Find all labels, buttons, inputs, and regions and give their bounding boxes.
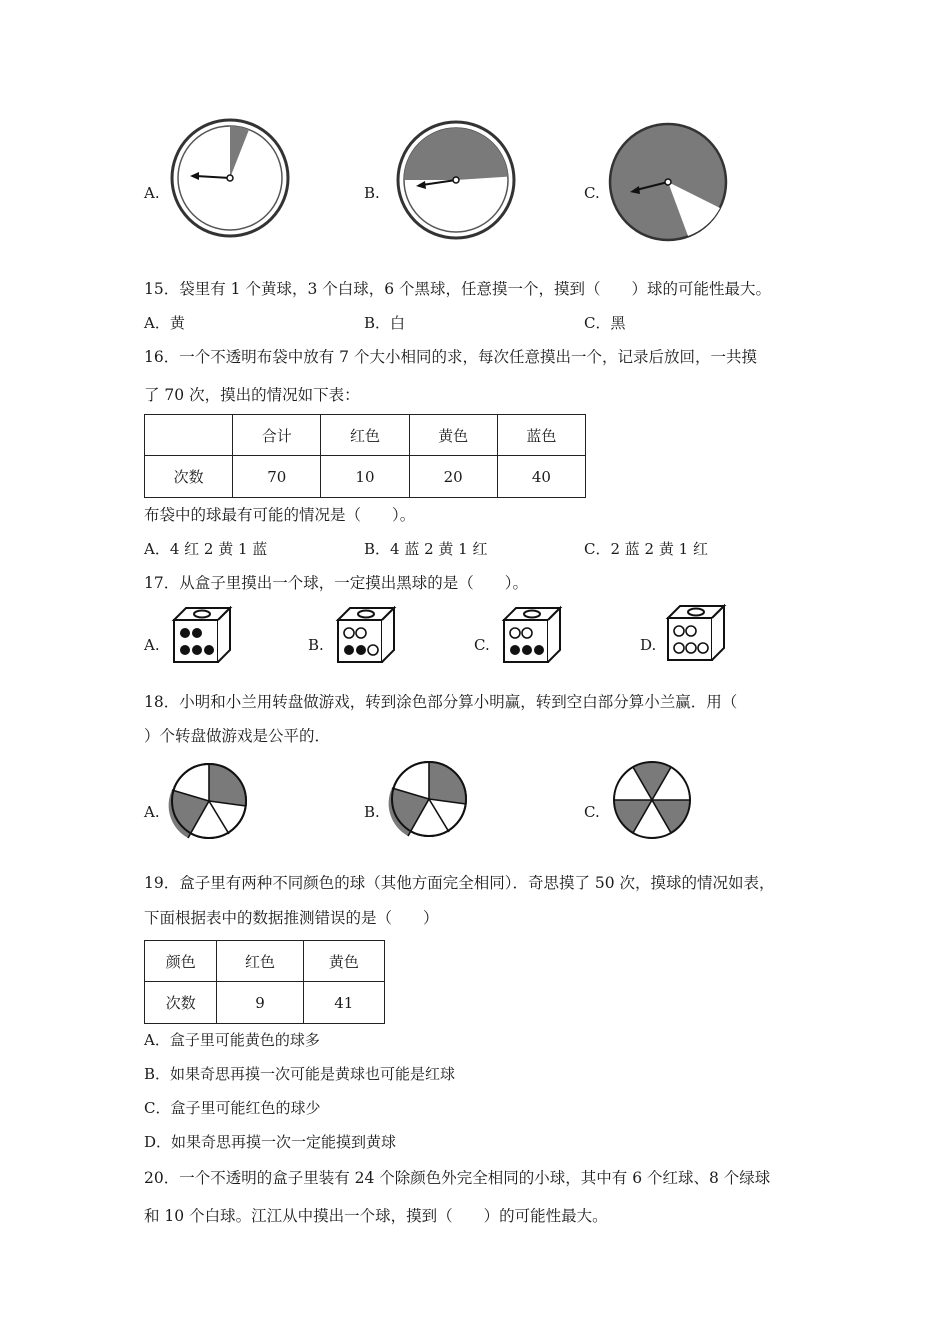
q18-pie-a[interactable]	[170, 762, 248, 840]
q18-option-c-label[interactable]: C.	[584, 803, 600, 821]
q14-option-b-label[interactable]: B.	[364, 184, 380, 202]
q16-header-cell: 蓝色	[497, 415, 585, 456]
q14-option-c-label[interactable]: C.	[584, 184, 600, 202]
q16-option-b[interactable]: B．4 蓝 2 黄 1 红	[364, 540, 488, 558]
q19-option-b[interactable]: B．如果奇思再摸一次可能是黄球也可能是红球	[144, 1065, 456, 1083]
q17-question: 17．从盒子里摸出一个球，一定摸出黑球的是（ ）。	[144, 574, 528, 592]
q18-pie-c[interactable]	[612, 760, 692, 840]
q17-box-c[interactable]	[502, 606, 564, 664]
q15-question: 15．袋里有 1 个黄球，3 个白球，6 个黑球，任意摸一个，摸到（ ）球的可能性最大。	[144, 280, 772, 298]
q17-box-d[interactable]	[666, 604, 728, 662]
q15-option-c[interactable]: C．黑	[584, 314, 626, 332]
q16-row-cell: 次数	[145, 456, 233, 498]
q16-data-table	[144, 414, 586, 498]
q18-question-line2: ）个转盘做游戏是公平的．	[144, 727, 331, 745]
q20-question-line2: 和 10 个白球。江江从中摸出一个球，摸到（ ）的可能性最大。	[144, 1207, 608, 1225]
q19-option-c[interactable]: C．盒子里可能红色的球少	[144, 1099, 321, 1117]
q17-option-a-label[interactable]: A.	[144, 636, 160, 654]
q14-spinner-b[interactable]	[394, 118, 518, 242]
q16-sub-question: 布袋中的球最有可能的情况是（ ）。	[144, 506, 416, 524]
q16-option-c[interactable]: C．2 蓝 2 黄 1 红	[584, 540, 708, 558]
q16-row-cell: 20	[409, 456, 497, 498]
q15-option-a[interactable]: A．黄	[144, 314, 185, 332]
q19-data-table	[144, 940, 385, 1024]
q17-option-b-label[interactable]: B.	[308, 636, 324, 654]
q17-option-c-label[interactable]: C.	[474, 636, 490, 654]
q17-box-a[interactable]	[172, 606, 234, 664]
q16-row-cell: 70	[233, 456, 321, 498]
q18-question-line1: 18．小明和小兰用转盘做游戏，转到涂色部分算小明赢，转到空白部分算小兰赢．用（	[144, 693, 738, 711]
q14-spinner-c[interactable]	[608, 122, 728, 242]
q19-option-d[interactable]: D．如果奇思再摸一次一定能摸到黄球	[144, 1133, 397, 1151]
q16-row-cell: 40	[497, 456, 585, 498]
q19-header-cell: 颜色	[145, 941, 217, 982]
q16-header-cell: 合计	[233, 415, 321, 456]
q16-header-cell: 红色	[321, 415, 409, 456]
q16-header-cell	[145, 415, 233, 456]
q14-spinner-a[interactable]	[168, 116, 292, 240]
q19-question-line1: 19．盒子里有两种不同颜色的球（其他方面完全相同）．奇思摸了 50 次，摸球的情况如表，	[144, 874, 775, 892]
q19-question-line2: 下面根据表中的数据推测错误的是（ ）	[144, 909, 439, 927]
q15-option-b[interactable]: B．白	[364, 314, 406, 332]
q16-question-line2: 了 70 次，摸出的情况如下表：	[144, 386, 360, 404]
q19-row-cell: 41	[303, 982, 384, 1024]
q19-option-a[interactable]: A．盒子里可能黄色的球多	[144, 1031, 320, 1049]
q16-option-a[interactable]: A．4 红 2 黄 1 蓝	[144, 540, 268, 558]
q19-header-cell: 黄色	[303, 941, 384, 982]
q17-option-d-label[interactable]: D.	[640, 636, 657, 654]
q18-pie-b[interactable]	[390, 760, 468, 838]
q16-row-cell: 10	[321, 456, 409, 498]
q16-header-cell: 黄色	[409, 415, 497, 456]
q18-option-a-label[interactable]: A.	[144, 803, 160, 821]
q16-question-line1: 16．一个不透明布袋中放有 7 个大小相同的求，每次任意摸出一个，记录后放回，一共摸	[144, 348, 757, 366]
q17-box-b[interactable]	[336, 606, 398, 664]
q19-row-cell: 9	[217, 982, 303, 1024]
q18-option-b-label[interactable]: B.	[364, 803, 380, 821]
q14-option-a-label[interactable]: A.	[144, 184, 160, 202]
q19-header-cell: 红色	[217, 941, 303, 982]
q20-question-line1: 20．一个不透明的盒子里装有 24 个除颜色外完全相同的小球，其中有 6 个红球、8 个绿球	[144, 1169, 771, 1187]
q19-row-cell: 次数	[145, 982, 217, 1024]
